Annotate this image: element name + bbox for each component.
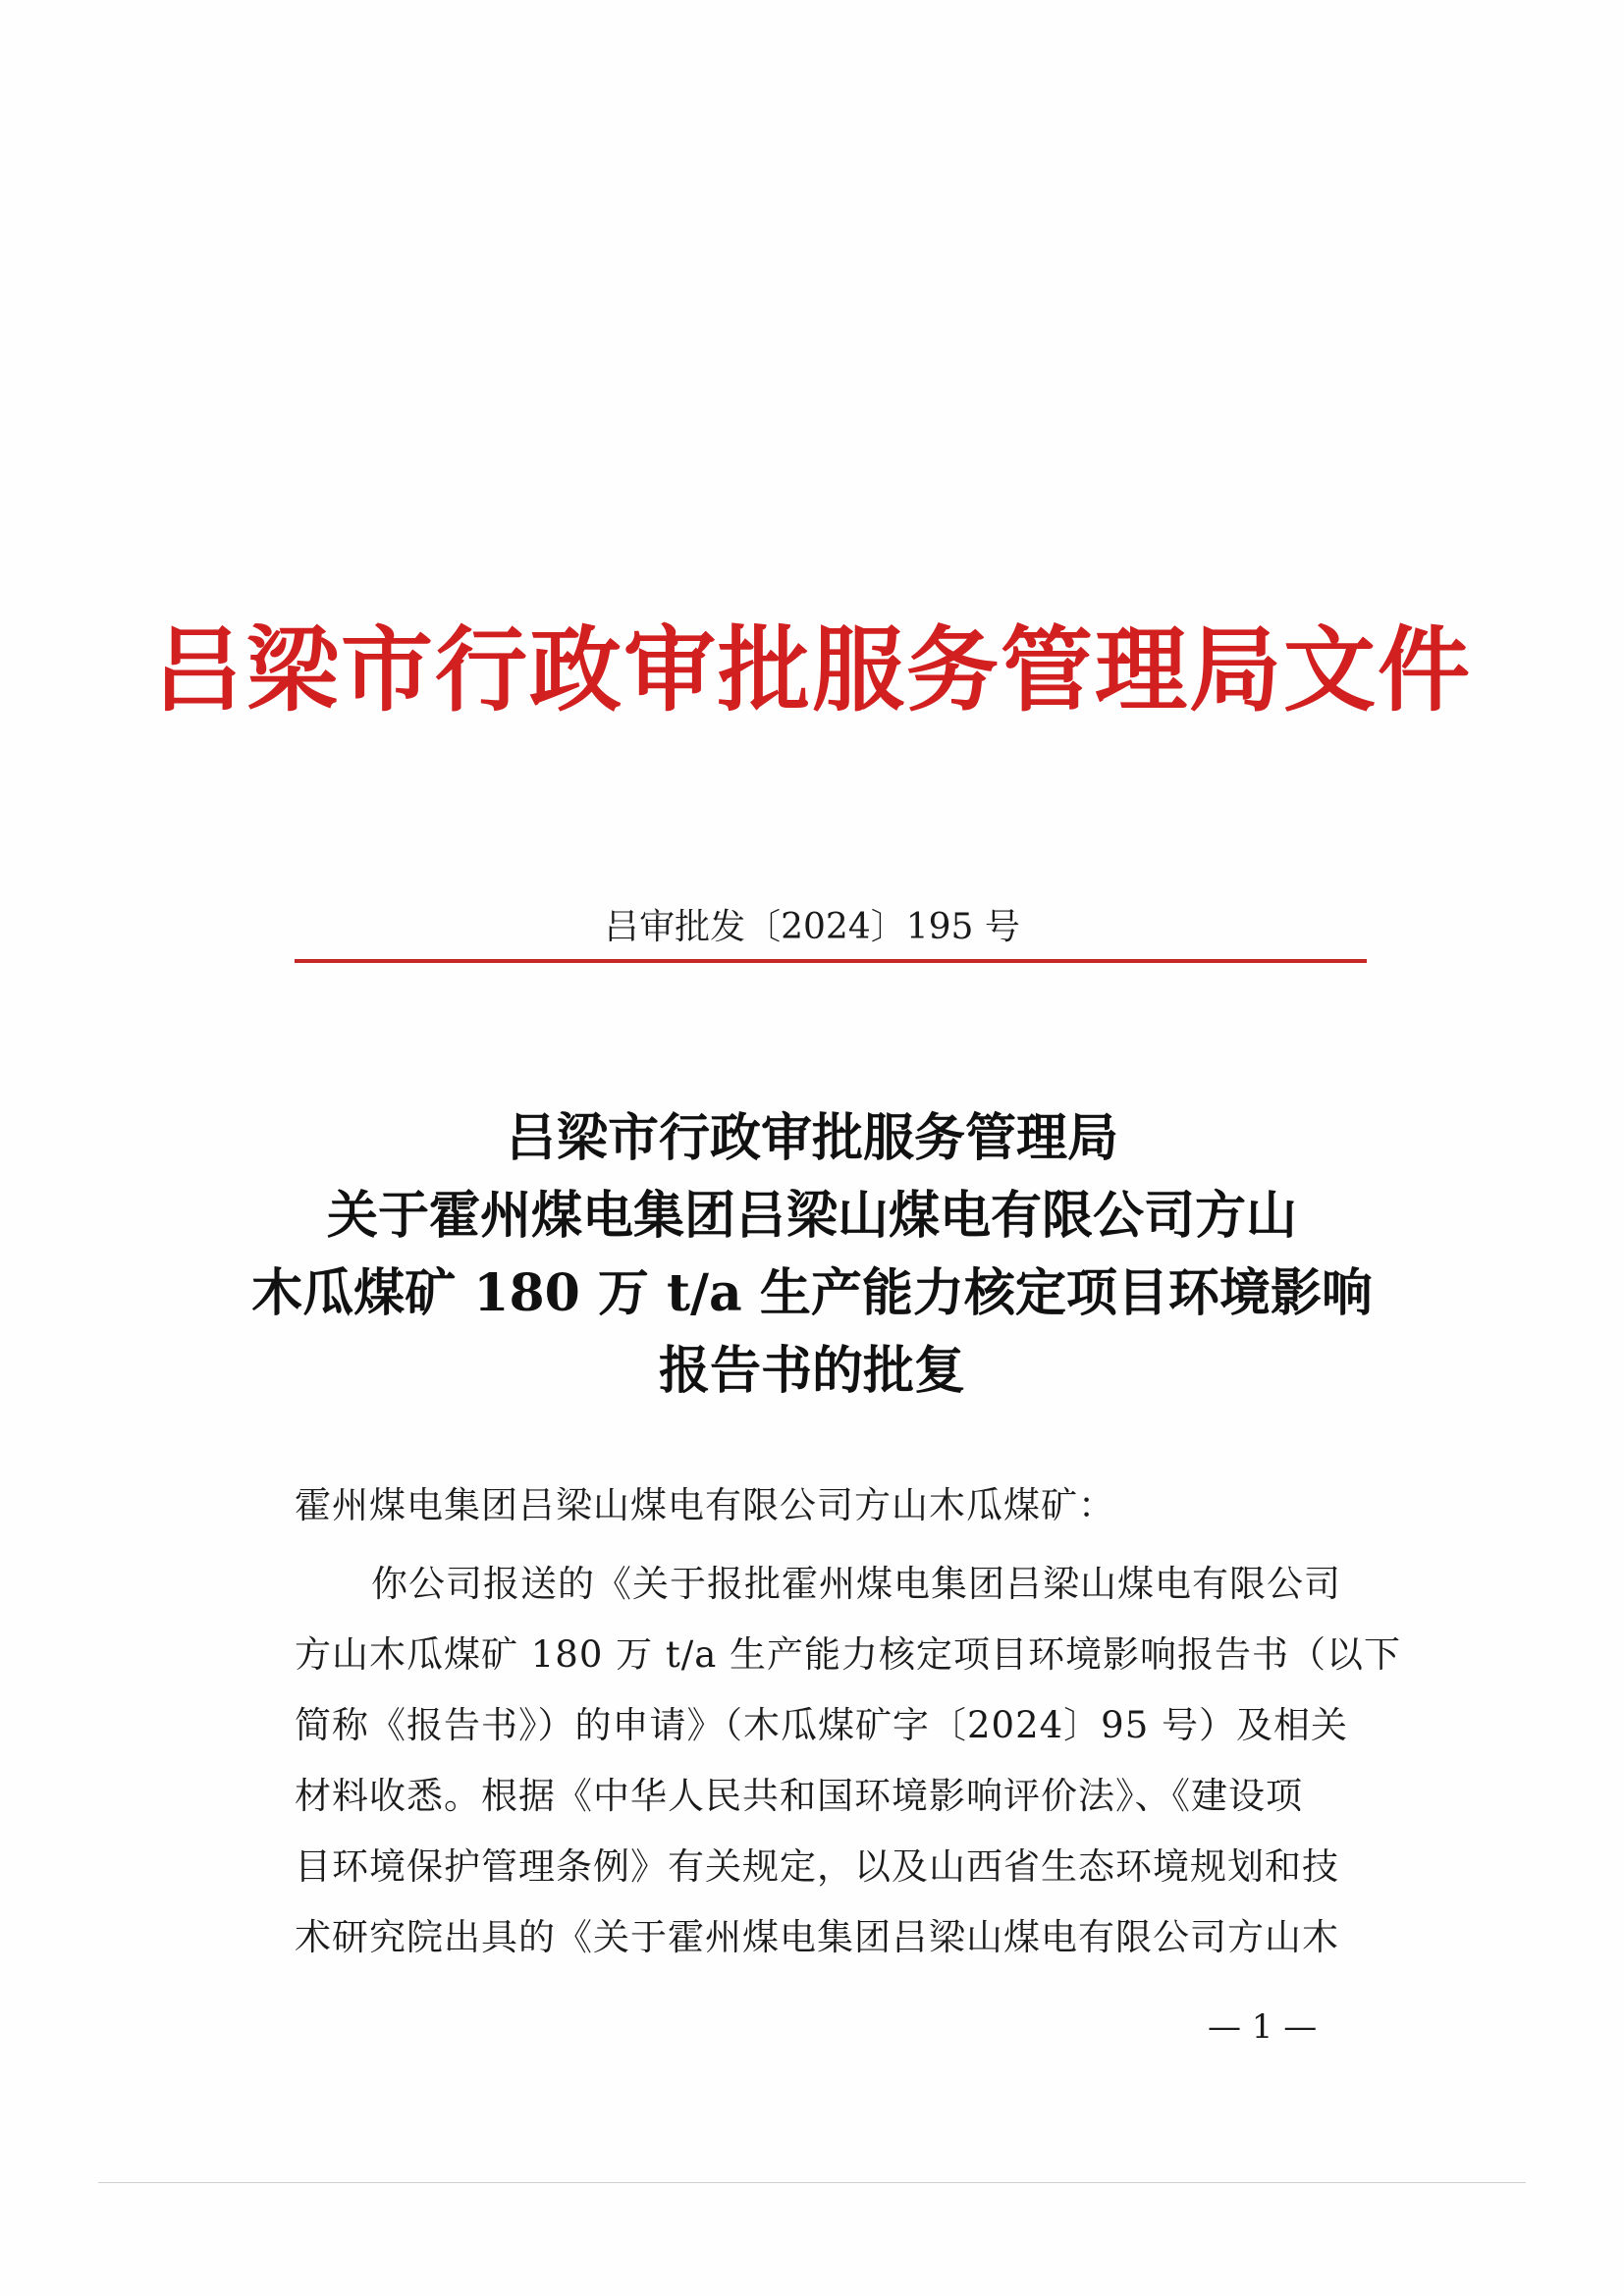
body-line: 方山木瓜煤矿 180 万 t/a 生产能力核定项目环境影响报告书（以下: [295, 1633, 1402, 1676]
document-title-line: 木瓜煤矿 180 万 t/a 生产能力核定项目环境影响: [251, 1263, 1373, 1323]
page-number: — 1 —: [1208, 2007, 1318, 2047]
salutation: 霍州煤电集团吕梁山煤电有限公司方山木瓜煤矿：: [295, 1484, 1115, 1526]
body-line: 术研究院出具的《关于霍州煤电集团吕梁山煤电有限公司方山木: [295, 1916, 1339, 1958]
document-title-line: 报告书的批复: [658, 1341, 965, 1401]
body-text: [295, 1549, 1402, 1973]
body-line: 材料收悉。根据《中华人民共和国环境影响评价法》、《建设项: [295, 1775, 1303, 1817]
document-number: 吕审批发〔2024〕195 号: [604, 907, 1020, 947]
red-separator-line: [295, 959, 1367, 963]
body-line: 目环境保护管理条例》有关规定，以及山西省生态环境规划和技: [295, 1845, 1339, 1888]
body-line: 简称《报告书》）的申请》（木瓜煤矿字〔2024〕95 号）及相关: [295, 1704, 1349, 1746]
issuing-authority-header: 吕梁市行政审批服务管理局文件: [151, 616, 1472, 724]
document-title: [196, 1099, 1428, 1410]
document-title-line: 关于霍州煤电集团吕梁山煤电有限公司方山: [326, 1186, 1297, 1246]
body-line: 你公司报送的《关于报批霍州煤电集团吕梁山煤电有限公司: [371, 1563, 1341, 1605]
page-bottom-divider: [98, 2182, 1526, 2183]
document-title-line: 吕梁市行政审批服务管理局: [505, 1108, 1118, 1168]
